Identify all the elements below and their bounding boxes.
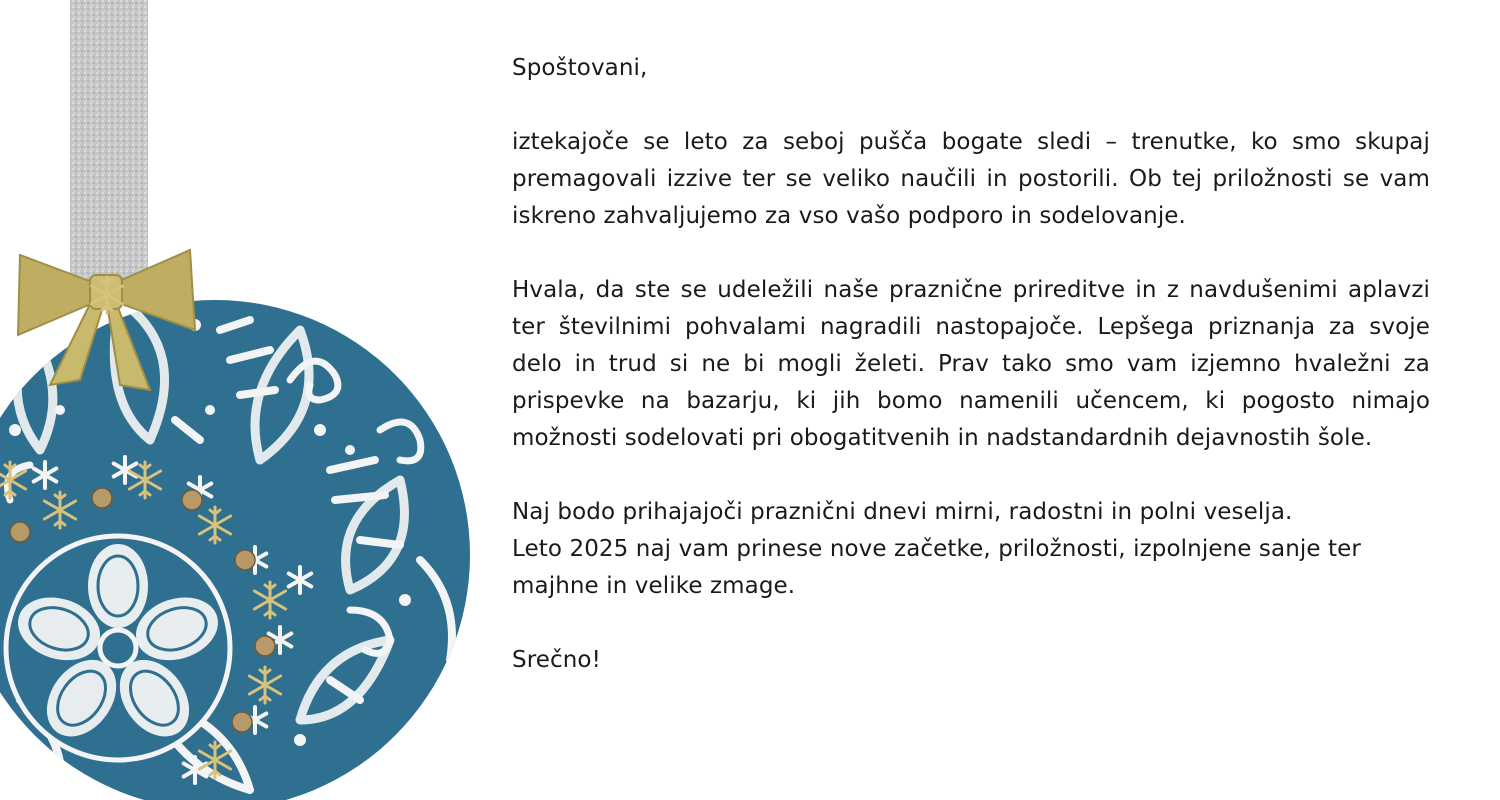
wishes-line-2: Leto 2025 naj vam prinese nove začetke, priložnosti, izpolnjene sanje ter majhne in velike zmage. xyxy=(512,536,1361,599)
letter-body xyxy=(512,50,1430,679)
paragraph-wishes xyxy=(512,494,1430,605)
ribbon xyxy=(70,0,148,280)
paragraph-event: Hvala, da ste se udeležili naše praznične prireditve in z navdušenimi aplavzi ter številnimi pohvalami nagradili nastopajoče. Lepšega priznanja za svoje delo in trud si ne bi mogli želeti. Prav tako smo vam izjemno hvaležni za prispevke na bazarju, ki jih bomo namenili učencem, ki pogosto nimajo možnosti sodelovati pri obogatitvenih in nadstandardnih dejavnostih šole. xyxy=(512,277,1430,451)
wishes-line-1: Naj bodo prihajajoči praznični dnevi mirni, radostni in polni veselja. xyxy=(512,499,1293,525)
christmas-ornament-icon xyxy=(0,0,480,800)
paragraph-thanks: iztekajoče se leto za seboj pušča bogate sledi – trenutke, ko smo skupaj premagovali izzive ter se veliko naučili in postorili. Ob tej priložnosti se vam iskreno zahvaljujemo za vso vašo podporo in sodelovanje. xyxy=(512,129,1430,229)
greeting: Spoštovani, xyxy=(512,55,648,81)
closing: Srečno! xyxy=(512,647,601,673)
